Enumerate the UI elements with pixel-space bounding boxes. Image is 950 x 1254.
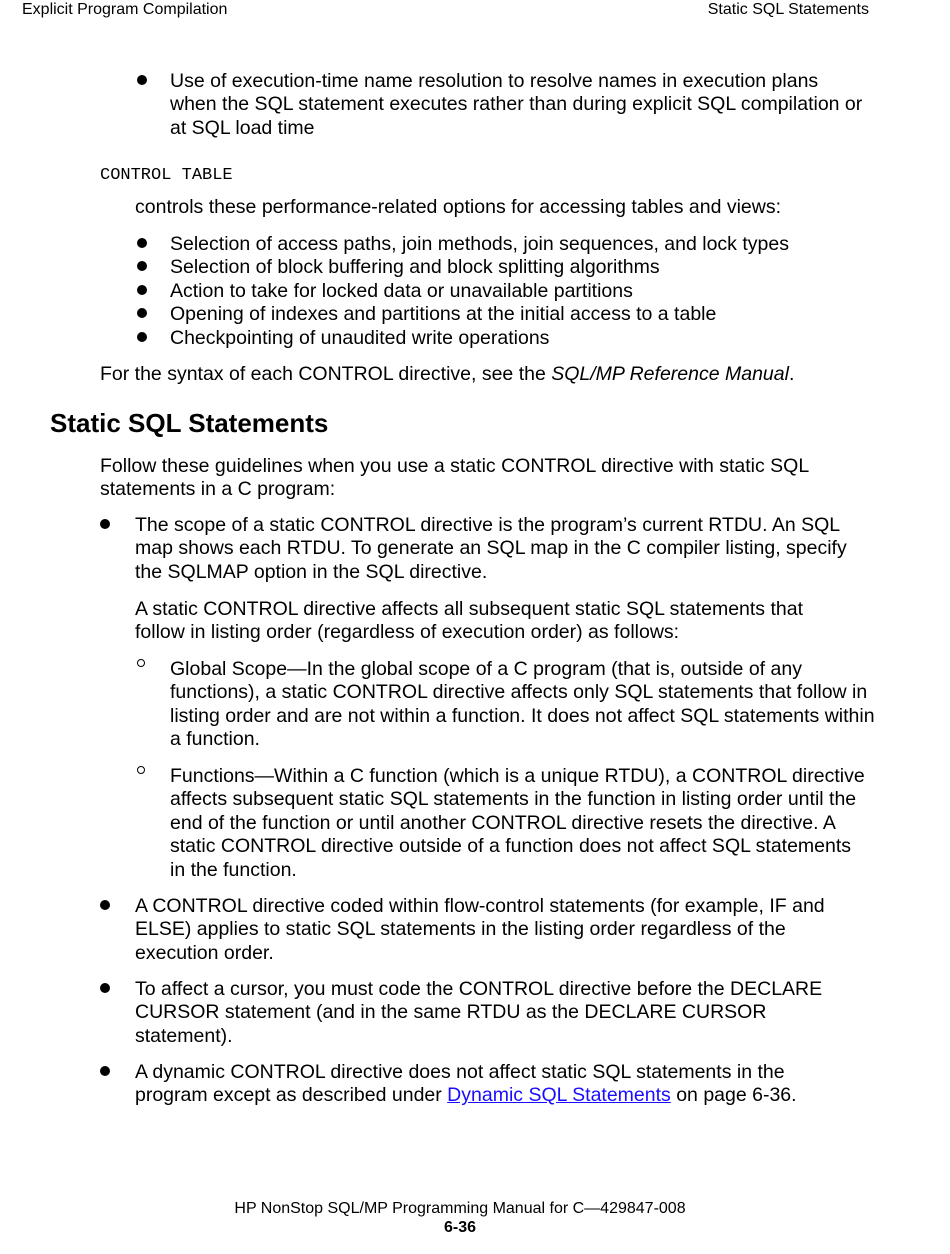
top-bullet-text: Use of execution-time name resolution to resolve names in execution plans when the SQL statement executes rather than during explicit SQL compilation or at SQL load time	[170, 70, 863, 139]
section-intro: Follow these guidelines when you use a static CONTROL directive with static SQL statements in a C program:	[100, 455, 809, 501]
functions-text: Functions—Within a C function (which is a unique RTDU), a CONTROL directive affects subsequent static SQL statements in the function in listing order until the end of the function or until another CONTROL directive resets the directive. A static CONTROL directive outside of a function does not affect SQL statements in the function.	[170, 765, 865, 881]
control-option-2: Selection of block buffering and block splitting algorithms	[170, 256, 660, 278]
dynamic-sql-link[interactable]: Dynamic SQL Statements	[447, 1084, 671, 1107]
section-heading: Static SQL Statements	[50, 408, 329, 438]
footer-title: HP NonStop SQL/MP Programming Manual for C—429847-008	[234, 1200, 686, 1217]
bullet-icon	[137, 261, 147, 271]
control-option-1: Selection of access paths, join methods, join sequences, and lock types	[170, 233, 789, 255]
bullet-icon	[137, 285, 147, 295]
control-option-4: Opening of indexes and partitions at the initial access to a table	[170, 303, 717, 325]
control-table-description: controls these performance-related options for accessing tables and views:	[135, 196, 782, 218]
guideline-2: A CONTROL directive coded within flow-control statements (for example, IF and ELSE) applies to static SQL statements in the listing order regardless of the execution order.	[135, 895, 825, 964]
global-scope-text: Global Scope—In the global scope of a C program (that is, outside of any functions), a static CONTROL directive affects only SQL statements that follow in listing order and are not within a function. It does not affect SQL statements within a function.	[170, 658, 875, 751]
bullet-icon	[137, 308, 147, 318]
guideline-4: A dynamic CONTROL directive does not affect static SQL statements in the program except as described under Dynamic SQL Statements on page 6-36.	[135, 1061, 797, 1107]
syntax-note: For the syntax of each CONTROL directive, see the SQL/MP Reference Manual.	[100, 363, 795, 385]
control-table-keyword: CONTROL TABLE	[100, 166, 233, 185]
guideline-1: The scope of a static CONTROL directive is the program’s current RTDU. An SQL map shows each RTDU. To generate an SQL map in the C compiler listing, specify the SQLMAP option in the SQL directive.	[135, 514, 847, 583]
bullet-icon	[100, 1066, 110, 1076]
bullet-icon	[137, 332, 147, 342]
bullet-icon	[100, 900, 110, 910]
manual-title: SQL/MP Reference Manual	[551, 363, 789, 385]
bullet-icon	[100, 983, 110, 993]
guideline-3: To affect a cursor, you must code the CONTROL directive before the DECLARE CURSOR statement (and in the same RTDU as the DECLARE CURSOR statement).	[135, 978, 823, 1047]
guideline-1-para: A static CONTROL directive affects all subsequent static SQL statements that follow in listing order (regardless of execution order) as follows:	[135, 598, 803, 644]
bullet-icon	[137, 75, 147, 85]
sub-bullet-icon	[137, 766, 145, 774]
sub-bullet-icon	[137, 659, 145, 667]
running-header-right: Static SQL Statements	[707, 1, 869, 18]
page-number: 6-36	[443, 1219, 477, 1236]
control-option-3: Action to take for locked data or unavailable partitions	[170, 280, 633, 302]
bullet-icon	[137, 238, 147, 248]
control-option-5: Checkpointing of unaudited write operations	[170, 327, 550, 349]
bullet-icon	[100, 519, 110, 529]
running-header-left: Explicit Program Compilation	[22, 1, 228, 18]
